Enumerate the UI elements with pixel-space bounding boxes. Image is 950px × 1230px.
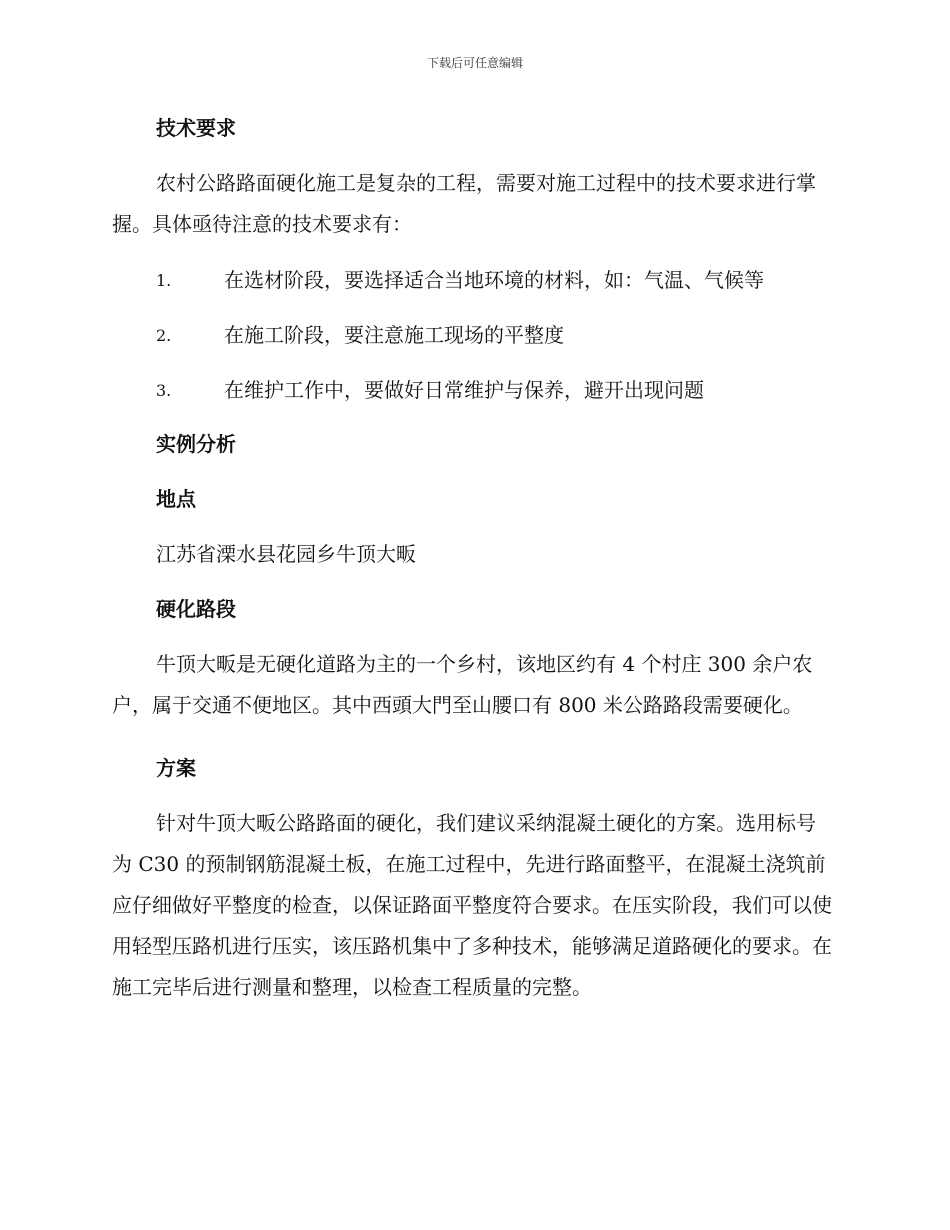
paragraph-plan: 针对牛顶大畈公路路面的硬化，我们建议采纳混凝土硬化的方案。选用标号为 C30 的预制钢筋混凝土板，在施工过程中，先进行路面整平，在混凝土浇筑前应仔细做好平整度的检查，以保证路面平整度符合要求。在压实阶段，我们可以使用轻型压路机进行压实，该压路机集中了多种技术，能够满足道路硬化的要求。在施工完毕后进行测量和整理，以检查工程质量的完整。 [112,811,832,999]
heading-plan: 方案 [156,756,196,780]
heading-location: 地点 [156,487,196,511]
list-item [112,308,832,363]
list-number: 2. [156,326,172,345]
list-text: 在选材阶段，要选择适合当地环境的材料，如：气温、气候等 [224,268,764,292]
list-text: 在维护工作中，要做好日常维护与保养，避开出现问题 [224,378,704,402]
document-body [112,108,832,1008]
list-number: 1. [156,271,172,290]
heading-road-section: 硬化路段 [156,597,236,621]
list-text: 在施工阶段，要注意施工现场的平整度 [224,323,564,347]
page-header: 下载后可任意编辑 [426,56,523,70]
list-number: 3. [156,381,172,400]
heading-tech-requirements: 技术要求 [156,116,236,140]
heading-case-analysis: 实例分析 [156,432,236,456]
list-item [112,363,832,418]
tech-requirements-list [112,253,832,418]
paragraph-road-section: 牛顶大畈是无硬化道路为主的一个乡村，该地区约有 4 个村庄 300 余户农户，属于交通不便地区。其中西頭大門至山腰口有 800 米公路路段需要硬化。 [112,652,813,717]
location-text: 江苏省溧水县花园乡牛顶大畈 [156,542,416,566]
list-item [112,253,832,308]
paragraph-tech-intro: 农村公路路面硬化施工是复杂的工程，需要对施工过程中的技术要求进行掌握。具体亟待注意的技术要求有： [112,171,816,236]
